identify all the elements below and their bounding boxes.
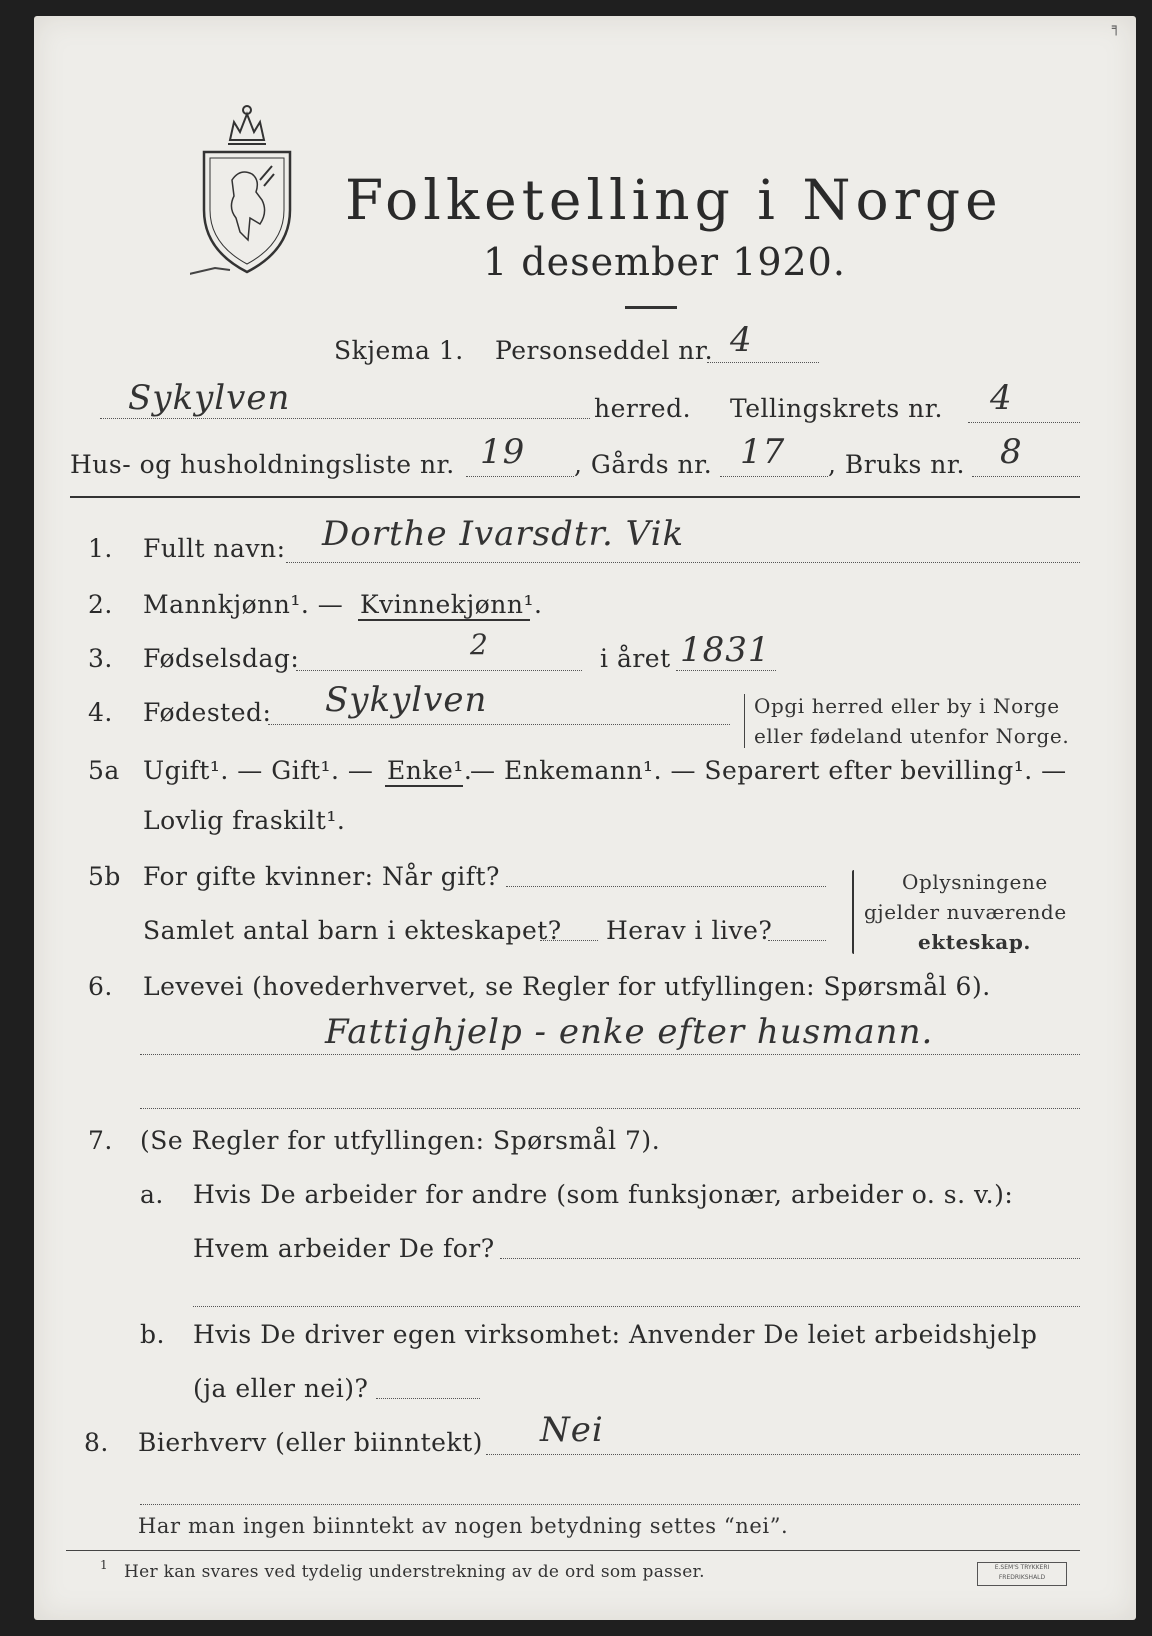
q7b-letter: b. — [140, 1320, 165, 1349]
printer-stamp-line1: E.SEM'S TRYKKERI — [994, 1564, 1050, 1571]
q6-number: 6. — [88, 972, 113, 1001]
herred-line — [100, 418, 590, 419]
personseddel-line — [707, 362, 819, 363]
q7b-yes-no-line[interactable] — [376, 1398, 480, 1399]
personseddel-value[interactable]: 4 — [730, 320, 753, 360]
q5a-other-options[interactable]: — Enkemann¹. — Separert efter bevilling¹. — — [470, 756, 1067, 785]
corner-mark: ╕ — [1112, 20, 1121, 36]
q3-birth-day[interactable]: 2 — [470, 628, 489, 661]
q8-number: 8. — [84, 1428, 109, 1457]
q3-label: Fødselsdag: — [143, 644, 300, 673]
norwegian-coat-of-arms-icon — [190, 100, 305, 285]
q2-number: 2. — [88, 590, 113, 619]
q1-number: 1. — [88, 534, 113, 563]
q5b-note-line3: ekteskap. — [918, 930, 1031, 954]
q6-line2[interactable] — [140, 1108, 1080, 1109]
q4-brace — [744, 694, 745, 748]
q6-line1 — [140, 1054, 1080, 1055]
q2-kvinnekjonn[interactable]: Kvinnekjønn¹. — [360, 590, 543, 619]
q5b-label: For gifte kvinner: Når gift? — [143, 862, 500, 891]
q4-note-line2: eller fødeland utenfor Norge. — [754, 724, 1070, 748]
q5a-ugift-gift[interactable]: Ugift¹. — Gift¹. — — [143, 756, 374, 785]
herred-value[interactable]: Sykylven — [128, 378, 291, 418]
q6-label: Levevei (hovederhvervet, se Regler for utfyllingen: Spørsmål 6). — [143, 972, 991, 1001]
q5b-number: 5b — [88, 862, 121, 891]
bruks-value[interactable]: 8 — [1000, 432, 1023, 472]
q5b-note-line2: gjelder nuværende — [864, 900, 1067, 924]
husholdningsliste-line — [466, 476, 574, 477]
husholdningsliste-label: Hus- og husholdningsliste nr. — [70, 450, 455, 479]
nei-instruction: Har man ingen biinntekt av nogen betydning settes “nei”. — [138, 1514, 789, 1538]
footnote-mark: 1 — [100, 1558, 108, 1572]
q5b-children-label: Samlet antal barn i ekteskapet? — [143, 916, 562, 945]
skjema-label: Skjema 1. — [334, 336, 464, 365]
q7a-letter: a. — [140, 1180, 164, 1209]
personseddel-label: Personseddel nr. — [495, 336, 714, 365]
q3-birth-year[interactable]: 1831 — [680, 630, 771, 670]
q1-label: Fullt navn: — [143, 534, 286, 563]
tellingskrets-line — [968, 422, 1080, 423]
q5a-lovlig-fraskilt[interactable]: Lovlig fraskilt¹. — [143, 806, 346, 835]
q5a-enke-underline — [385, 785, 463, 787]
q3-year-label: i året — [600, 644, 671, 673]
q8-side-income[interactable]: Nei — [540, 1410, 604, 1450]
q2-kvinnekjonn-underline — [358, 619, 530, 621]
tellingskrets-value[interactable]: 4 — [990, 378, 1013, 418]
q8-label: Bierhverv (eller biinntekt) — [138, 1428, 483, 1457]
q6-occupation[interactable]: Fattighjelp - enke efter husmann. — [325, 1012, 934, 1052]
footnote-text: Her kan svares ved tydelig understrekning av de ord som passer. — [124, 1562, 705, 1582]
q2-mannkjonn[interactable]: Mannkjønn¹. — — [143, 590, 344, 619]
q7-label: (Se Regler for utfyllingen: Spørsmål 7). — [140, 1126, 661, 1155]
q5b-herav-label: Herav i live? — [606, 916, 773, 945]
q4-note-line1: Opgi herred eller by i Norge — [754, 694, 1060, 718]
q7a-employer-line1[interactable] — [500, 1258, 1080, 1259]
q5a-enke[interactable]: Enke¹. — [387, 756, 473, 785]
q5a-number: 5a — [88, 756, 120, 785]
q1-line — [286, 562, 1080, 563]
gards-label: , Gårds nr. — [574, 450, 713, 479]
q1-full-name[interactable]: Dorthe Ivarsdtr. Vik — [322, 514, 685, 554]
q4-birthplace[interactable]: Sykylven — [325, 680, 488, 720]
q7b-yes-no-label: (ja eller nei)? — [193, 1374, 369, 1403]
q3-year-line — [676, 670, 776, 671]
printer-stamp — [977, 1562, 1067, 1586]
q5b-brace — [852, 870, 854, 954]
q4-line — [268, 724, 730, 725]
q5b-married-line[interactable] — [506, 886, 826, 887]
q7-number: 7. — [88, 1126, 113, 1155]
q7a-employer-line2[interactable] — [193, 1306, 1080, 1307]
q4-label: Fødested: — [143, 698, 272, 727]
printer-stamp-line2: FREDRIKSHALD — [998, 1574, 1046, 1581]
husholdningsliste-value[interactable]: 19 — [480, 432, 526, 472]
census-date: 1 desember 1920. — [483, 240, 846, 284]
header-divider — [70, 496, 1080, 498]
q4-number: 4. — [88, 698, 113, 727]
gards-value[interactable]: 17 — [740, 432, 786, 472]
q7a-label: Hvis De arbeider for andre (som funksjonær, arbeider o. s. v.): — [193, 1180, 1014, 1209]
q7b-label: Hvis De driver egen virksomhet: Anvender De leiet arbeidshjelp — [193, 1320, 1038, 1349]
q5b-note-line1: Oplysningene — [902, 870, 1048, 894]
q5b-children-line[interactable] — [540, 940, 598, 941]
herred-label: herred. — [594, 394, 692, 423]
q3-number: 3. — [88, 644, 113, 673]
q8-line2[interactable] — [140, 1504, 1080, 1505]
tellingskrets-label: Tellingskrets nr. — [730, 394, 943, 423]
bruks-line — [972, 476, 1080, 477]
q3-day-line — [296, 670, 582, 671]
form-title: Folketelling i Norge — [345, 168, 1003, 232]
q7a-employer-label: Hvem arbeider De for? — [193, 1234, 495, 1263]
gards-line — [720, 476, 828, 477]
bruks-label: , Bruks nr. — [828, 450, 965, 479]
title-divider — [625, 306, 677, 309]
footer-divider — [66, 1550, 1080, 1551]
q8-line1 — [486, 1454, 1080, 1455]
q5b-herav-line[interactable] — [768, 940, 826, 941]
